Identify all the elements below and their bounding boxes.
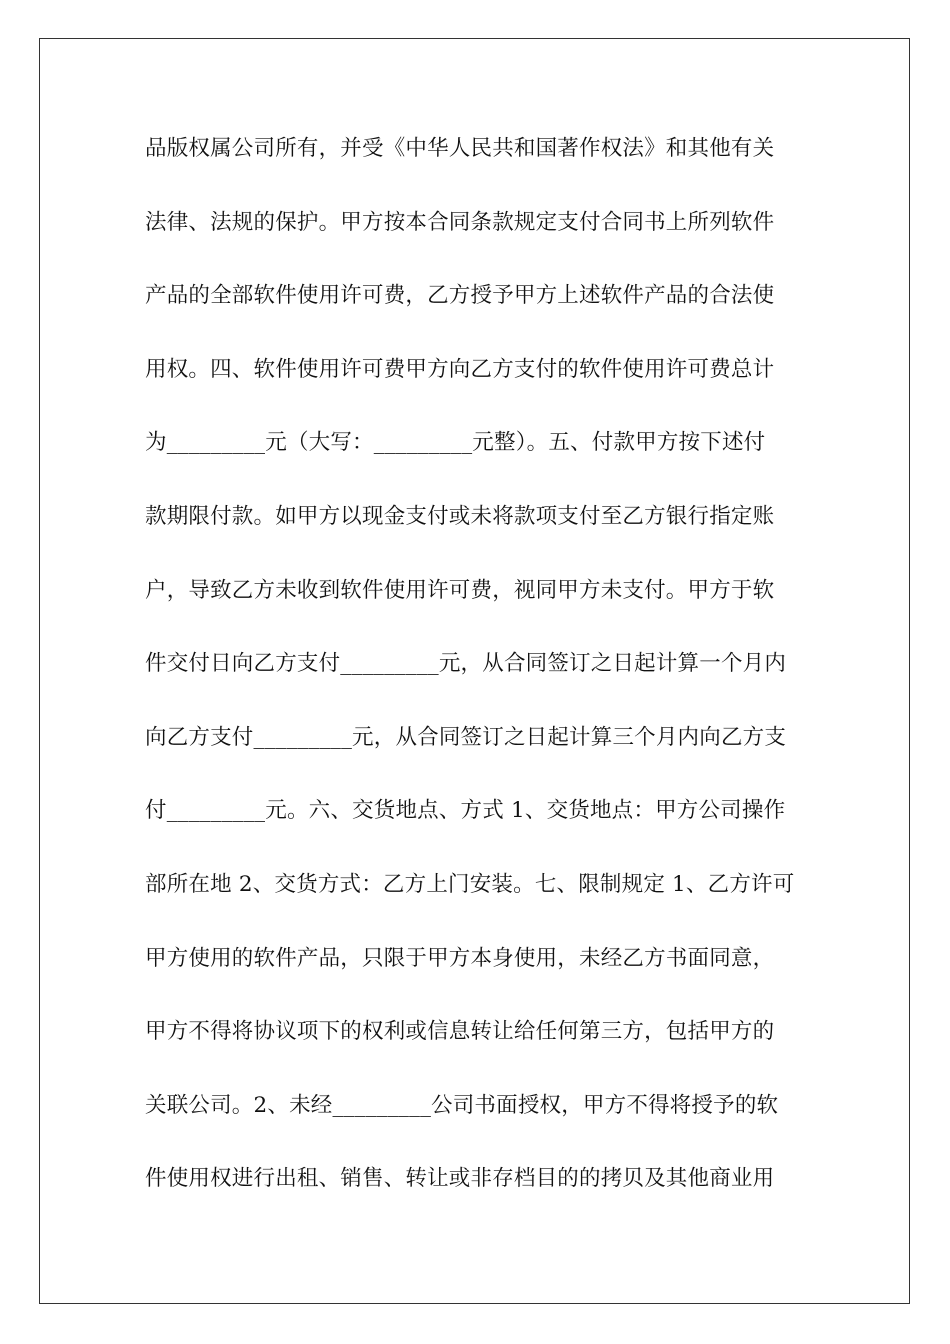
text-line: 向乙方支付_________元，从合同签订之日起计算三个月内向乙方支 (145, 724, 787, 750)
text-line: 甲方使用的软件产品，只限于甲方本身使用，未经乙方书面同意， (145, 945, 775, 971)
text-line: 法律、法规的保护。甲方按本合同条款规定支付合同书上所列软件 (145, 209, 775, 235)
text-line: 为_________元（大写：_________元整）。五、付款甲方按下述付 (145, 430, 766, 456)
text-line: 品版权属公司所有，并受《中华人民共和国著作权法》和其他有关 (145, 136, 775, 161)
text-line: 件使用权进行出租、销售、转让或非存档目的的拷贝及其他商业用 (145, 1166, 775, 1192)
text-line: 用权。四、软件使用许可费甲方向乙方支付的软件使用许可费总计 (145, 356, 775, 382)
text-line: 部所在地 2、交货方式：乙方上门安装。七、限制规定 1、乙方许可 (145, 871, 795, 897)
text-line: 户，导致乙方未收到软件使用许可费，视同甲方未支付。甲方于软 (145, 577, 775, 603)
text-line: 关联公司。2、未经_________公司书面授权，甲方不得将授予的软 (145, 1092, 779, 1118)
text-line: 甲方不得将协议项下的权利或信息转让给任何第三方，包括甲方的 (145, 1019, 775, 1045)
text-line: 款期限付款。如甲方以现金支付或未将款项支付至乙方银行指定账 (145, 503, 775, 529)
text-line: 产品的全部软件使用许可费，乙方授予甲方上述软件产品的合法使 (145, 283, 775, 309)
document-body (145, 130, 815, 1234)
text-line: 付_________元。六、交货地点、方式 1、交货地点：甲方公司操作 (145, 798, 786, 824)
text-line: 件交付日向乙方支付_________元，从合同签订之日起计算一个月内 (145, 651, 787, 677)
